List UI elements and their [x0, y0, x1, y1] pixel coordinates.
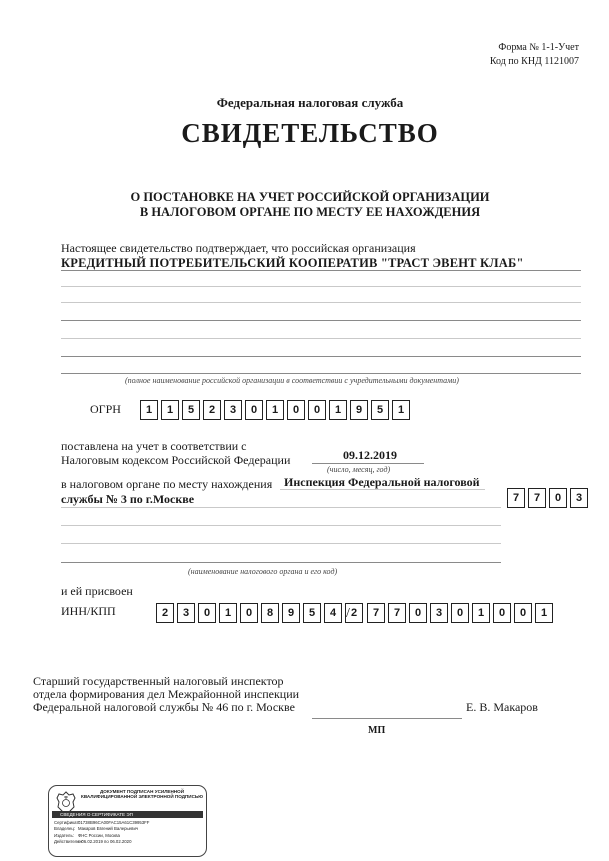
digit-box: 1 [266, 400, 284, 420]
digit-box: 2 [156, 603, 174, 623]
field-line [61, 525, 501, 526]
stamp-certificate-bar: СВЕДЕНИЯ О СЕРТИФИКАТЕ ЭП [52, 811, 203, 818]
inn-boxes [156, 603, 366, 623]
signatory-line-3: Федеральной налоговой службы № 46 по г. Москве [33, 700, 295, 714]
field-line [61, 320, 581, 321]
date-caption: (число, месяц, год) [327, 465, 391, 474]
location-prefix: в налоговом органе по месту нахождения [61, 477, 273, 491]
digit-box: 0 [198, 603, 216, 623]
stamp-title: ДОКУМЕНТ ПОДПИСАН УСИЛЕННОЙ КВАЛИФИЦИРОВАННОЙ ЭЛЕКТРОННОЙ ПОДПИСЬЮ [81, 789, 203, 800]
digit-box: 1 [161, 400, 179, 420]
ogrn-boxes [140, 400, 413, 420]
field-line [61, 270, 581, 271]
digit-box: 5 [182, 400, 200, 420]
field-line [61, 302, 581, 303]
field-line [280, 489, 485, 490]
tax-office-line-2: службы № 3 по г.Москве [61, 492, 195, 506]
field-line [61, 507, 501, 508]
tax-office-caption: (наименование налогового органа и его код) [188, 567, 338, 576]
digit-box: 0 [308, 400, 326, 420]
knd-code: Код по КНД 1121007 [489, 56, 579, 67]
document-title: СВИДЕТЕЛЬСТВО [181, 118, 439, 148]
digit-box: 8 [261, 603, 279, 623]
digit-box: 3 [570, 488, 588, 508]
digit-box: 7 [388, 603, 406, 623]
stamp-details [54, 820, 149, 846]
stamp-row-certificate: Сертификат:01738B96CA00FAC15A61C39953FF [54, 820, 150, 825]
org-name-caption: (полное наименование российской организации в соответствии с учредительными документами) [125, 376, 459, 385]
stamp-row-valid: Действителен:с 06.02.2019 по 06.02.2020 [54, 839, 132, 845]
digit-box: 1 [329, 400, 347, 420]
digit-box: 3 [224, 400, 242, 420]
digit-box: 7 [507, 488, 525, 508]
signatory-line-1: Старший государственный налоговый инспектор [33, 674, 284, 688]
digit-box: 1 [140, 400, 158, 420]
digit-box: 7 [528, 488, 546, 508]
subtitle-line-1: О ПОСТАНОВКЕ НА УЧЕТ РОССИЙСКОЙ ОРГАНИЗАЦИИ [130, 190, 490, 204]
digit-box: 3 [177, 603, 195, 623]
registration-line-1: поставлена на учет в соответствии с [61, 439, 247, 453]
signatory-position [33, 675, 299, 714]
inn-kpp-label: ИНН/КПП [61, 604, 116, 618]
digit-box: 9 [350, 400, 368, 420]
digit-box: 0 [451, 603, 469, 623]
form-number: Форма № 1-1-Учет [498, 42, 579, 53]
field-line [61, 286, 581, 287]
seal-place: МП [368, 725, 386, 736]
ogrn-label: ОГРН [90, 402, 121, 416]
digit-box: 3 [430, 603, 448, 623]
subtitle-line-2: В НАЛОГОВОМ ОРГАНЕ ПО МЕСТУ ЕЕ НАХОЖДЕНИЯ [139, 205, 481, 219]
digit-box: 0 [514, 603, 532, 623]
authority-name: Федеральная налоговая служба [216, 95, 404, 110]
signature-line [312, 718, 462, 719]
signatory-name: Е. В. Макаров [466, 700, 538, 714]
digit-box: 1 [472, 603, 490, 623]
signatory-line-2: отдела формирования дел Межрайонной инспекции [33, 687, 300, 701]
stamp-row-issuer: Издатель: ФНС России, Москва [54, 832, 120, 838]
organization-name: КРЕДИТНЫЙ ПОТРЕБИТЕЛЬСКИЙ КООПЕРАТИВ "ТРАСТ ЭВЕНТ КЛАБ" [61, 256, 524, 270]
digit-box: 5 [303, 603, 321, 623]
digit-box: 1 [392, 400, 410, 420]
digit-box: 0 [240, 603, 258, 623]
digital-signature-stamp [48, 785, 207, 857]
tax-office-line-1: Инспекция Федеральной налоговой [284, 475, 480, 489]
intro-text: Настоящее свидетельство подтверждает, что российская организация [61, 241, 416, 255]
digit-box: 1 [219, 603, 237, 623]
digit-box: 2 [345, 603, 363, 623]
registration-line-2: Налоговым кодексом Российской Федерации [61, 453, 291, 467]
assigned-label: и ей присвоен [61, 584, 133, 598]
field-line [61, 338, 581, 339]
date-line [312, 463, 424, 464]
digit-box: 0 [549, 488, 567, 508]
digit-box: 0 [245, 400, 263, 420]
field-line [61, 543, 501, 544]
registration-date: 09.12.2019 [343, 448, 397, 462]
digit-box: 5 [371, 400, 389, 420]
kpp-boxes [367, 603, 556, 623]
tax-office-code-boxes [507, 488, 591, 508]
digit-box: 9 [282, 603, 300, 623]
form-header [490, 41, 579, 69]
field-line [61, 373, 581, 374]
digit-box: 0 [409, 603, 427, 623]
inn-kpp-separator: / [346, 606, 350, 621]
digit-box: 4 [324, 603, 342, 623]
digit-box: 2 [203, 400, 221, 420]
stamp-row-owner: Владелец: Макаров Евгений Валерьевич [54, 826, 139, 832]
field-line [61, 562, 501, 563]
digit-box: 0 [287, 400, 305, 420]
digit-box: 1 [535, 603, 553, 623]
document-subtitle [0, 190, 609, 220]
field-line [61, 356, 581, 357]
digit-box: 0 [493, 603, 511, 623]
digit-box: 7 [367, 603, 385, 623]
